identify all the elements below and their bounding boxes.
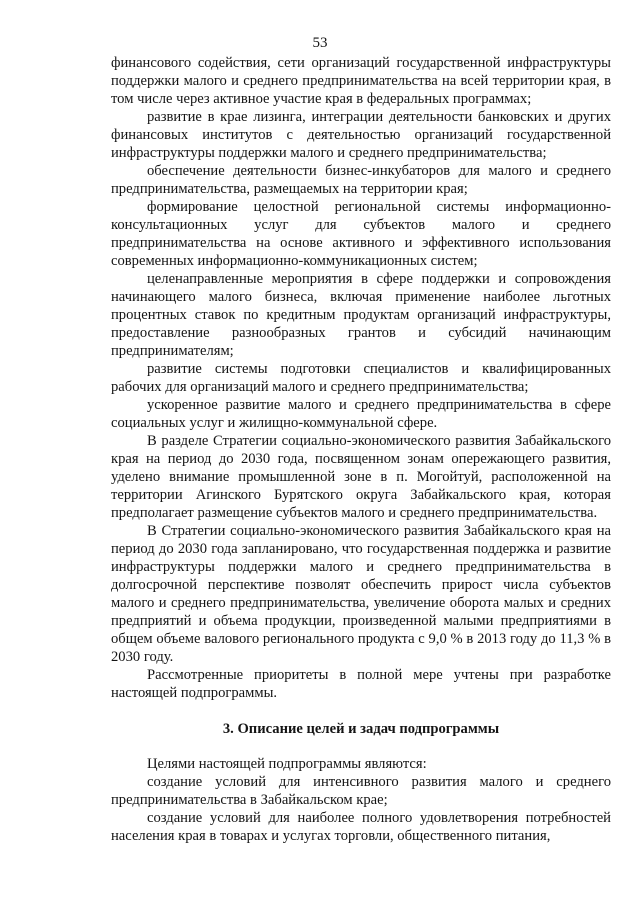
paragraph-priorities: Рассмотренные приоритеты в полной мере учтены при разработке настоящей подпрограммы. (111, 667, 611, 701)
section-body (111, 755, 611, 845)
paragraph-financial-support: финансового содействия, сети организаций государственной инфраструктуры поддержки малого и среднего предпринимательства на всей территории края, в том числе через активное участие края в федеральных программах; (111, 55, 611, 107)
body-text (111, 54, 611, 702)
paragraph-goals-intro: Целями настоящей подпрограммы являются: (147, 756, 427, 772)
paragraph-goal-1: создание условий для интенсивного развития малого и среднего предпринимательства в Забайкальском крае; (111, 774, 611, 808)
paragraph-goal-2: создание условий для наиболее полного удовлетворения потребностей населения края в товарах и услугах торговли, общественного питания, (111, 810, 611, 844)
paragraph-info-consulting: формирование целостной региональной системы информационно-консультационных услуг для субъектов малого и среднего предпринимательства на основе активного и эффективного использования современных информационно-коммуникационных систем; (111, 199, 611, 269)
paragraph-business-incubators: обеспечение деятельности бизнес-инкубаторов для малого и среднего предпринимательства, размещаемых на территории края; (111, 163, 611, 197)
paragraph-leasing: развитие в крае лизинга, интеграции деятельности банковских и других финансовых институтов с деятельностью организаций государственной инфраструктуры поддержки малого и среднего предпринимательства; (111, 109, 611, 161)
paragraph-training: развитие системы подготовки специалистов и квалифицированных рабочих для организаций малого и среднего предпринимательства; (111, 361, 611, 395)
paragraph-startup-support: целенаправленные мероприятия в сфере поддержки и сопровождения начинающего малого бизнеса, включая применение наиболее льготных процентных ставок по кредитным продуктам организаций инфраструктуры, предоставление разнообразных грантов и субсидий начинающим предпринимателям; (111, 271, 611, 359)
page-number: 53 (312, 35, 328, 51)
paragraph-strategy-mogoytuy: В разделе Стратегии социально-экономического развития Забайкальского края на период до 2030 года, посвященном зонам опережающего развития, уделено внимание промышленной зоне в п. Могойтуй, расположенной на территории Агинского Бурятского округа Забайкальского края, которая предполагает размещение субъектов малого и среднего предпринимательства. (111, 433, 611, 521)
section-heading: 3. Описание целей и задач подпрограммы (222, 721, 500, 737)
paragraph-social-services: ускоренное развитие малого и среднего предпринимательства в сфере социальных услуг и жилищно-коммунальной сфере. (111, 397, 611, 431)
paragraph-strategy-2030: В Стратегии социально-экономического развития Забайкальского края на период до 2030 года запланировано, что государственная поддержка и развитие инфраструктуры поддержки малого и среднего предпринимательства в долгосрочной перспективе позволят обеспечить прирост числа субъектов малого и среднего предпринимательства, увеличение оборота малых и средних предприятий и объема продукции, произведенной малыми предприятиями в общем объеме валового регионального продукта с 9,0 % в 2013 году до 11,3 % в 2030 году. (111, 523, 611, 665)
